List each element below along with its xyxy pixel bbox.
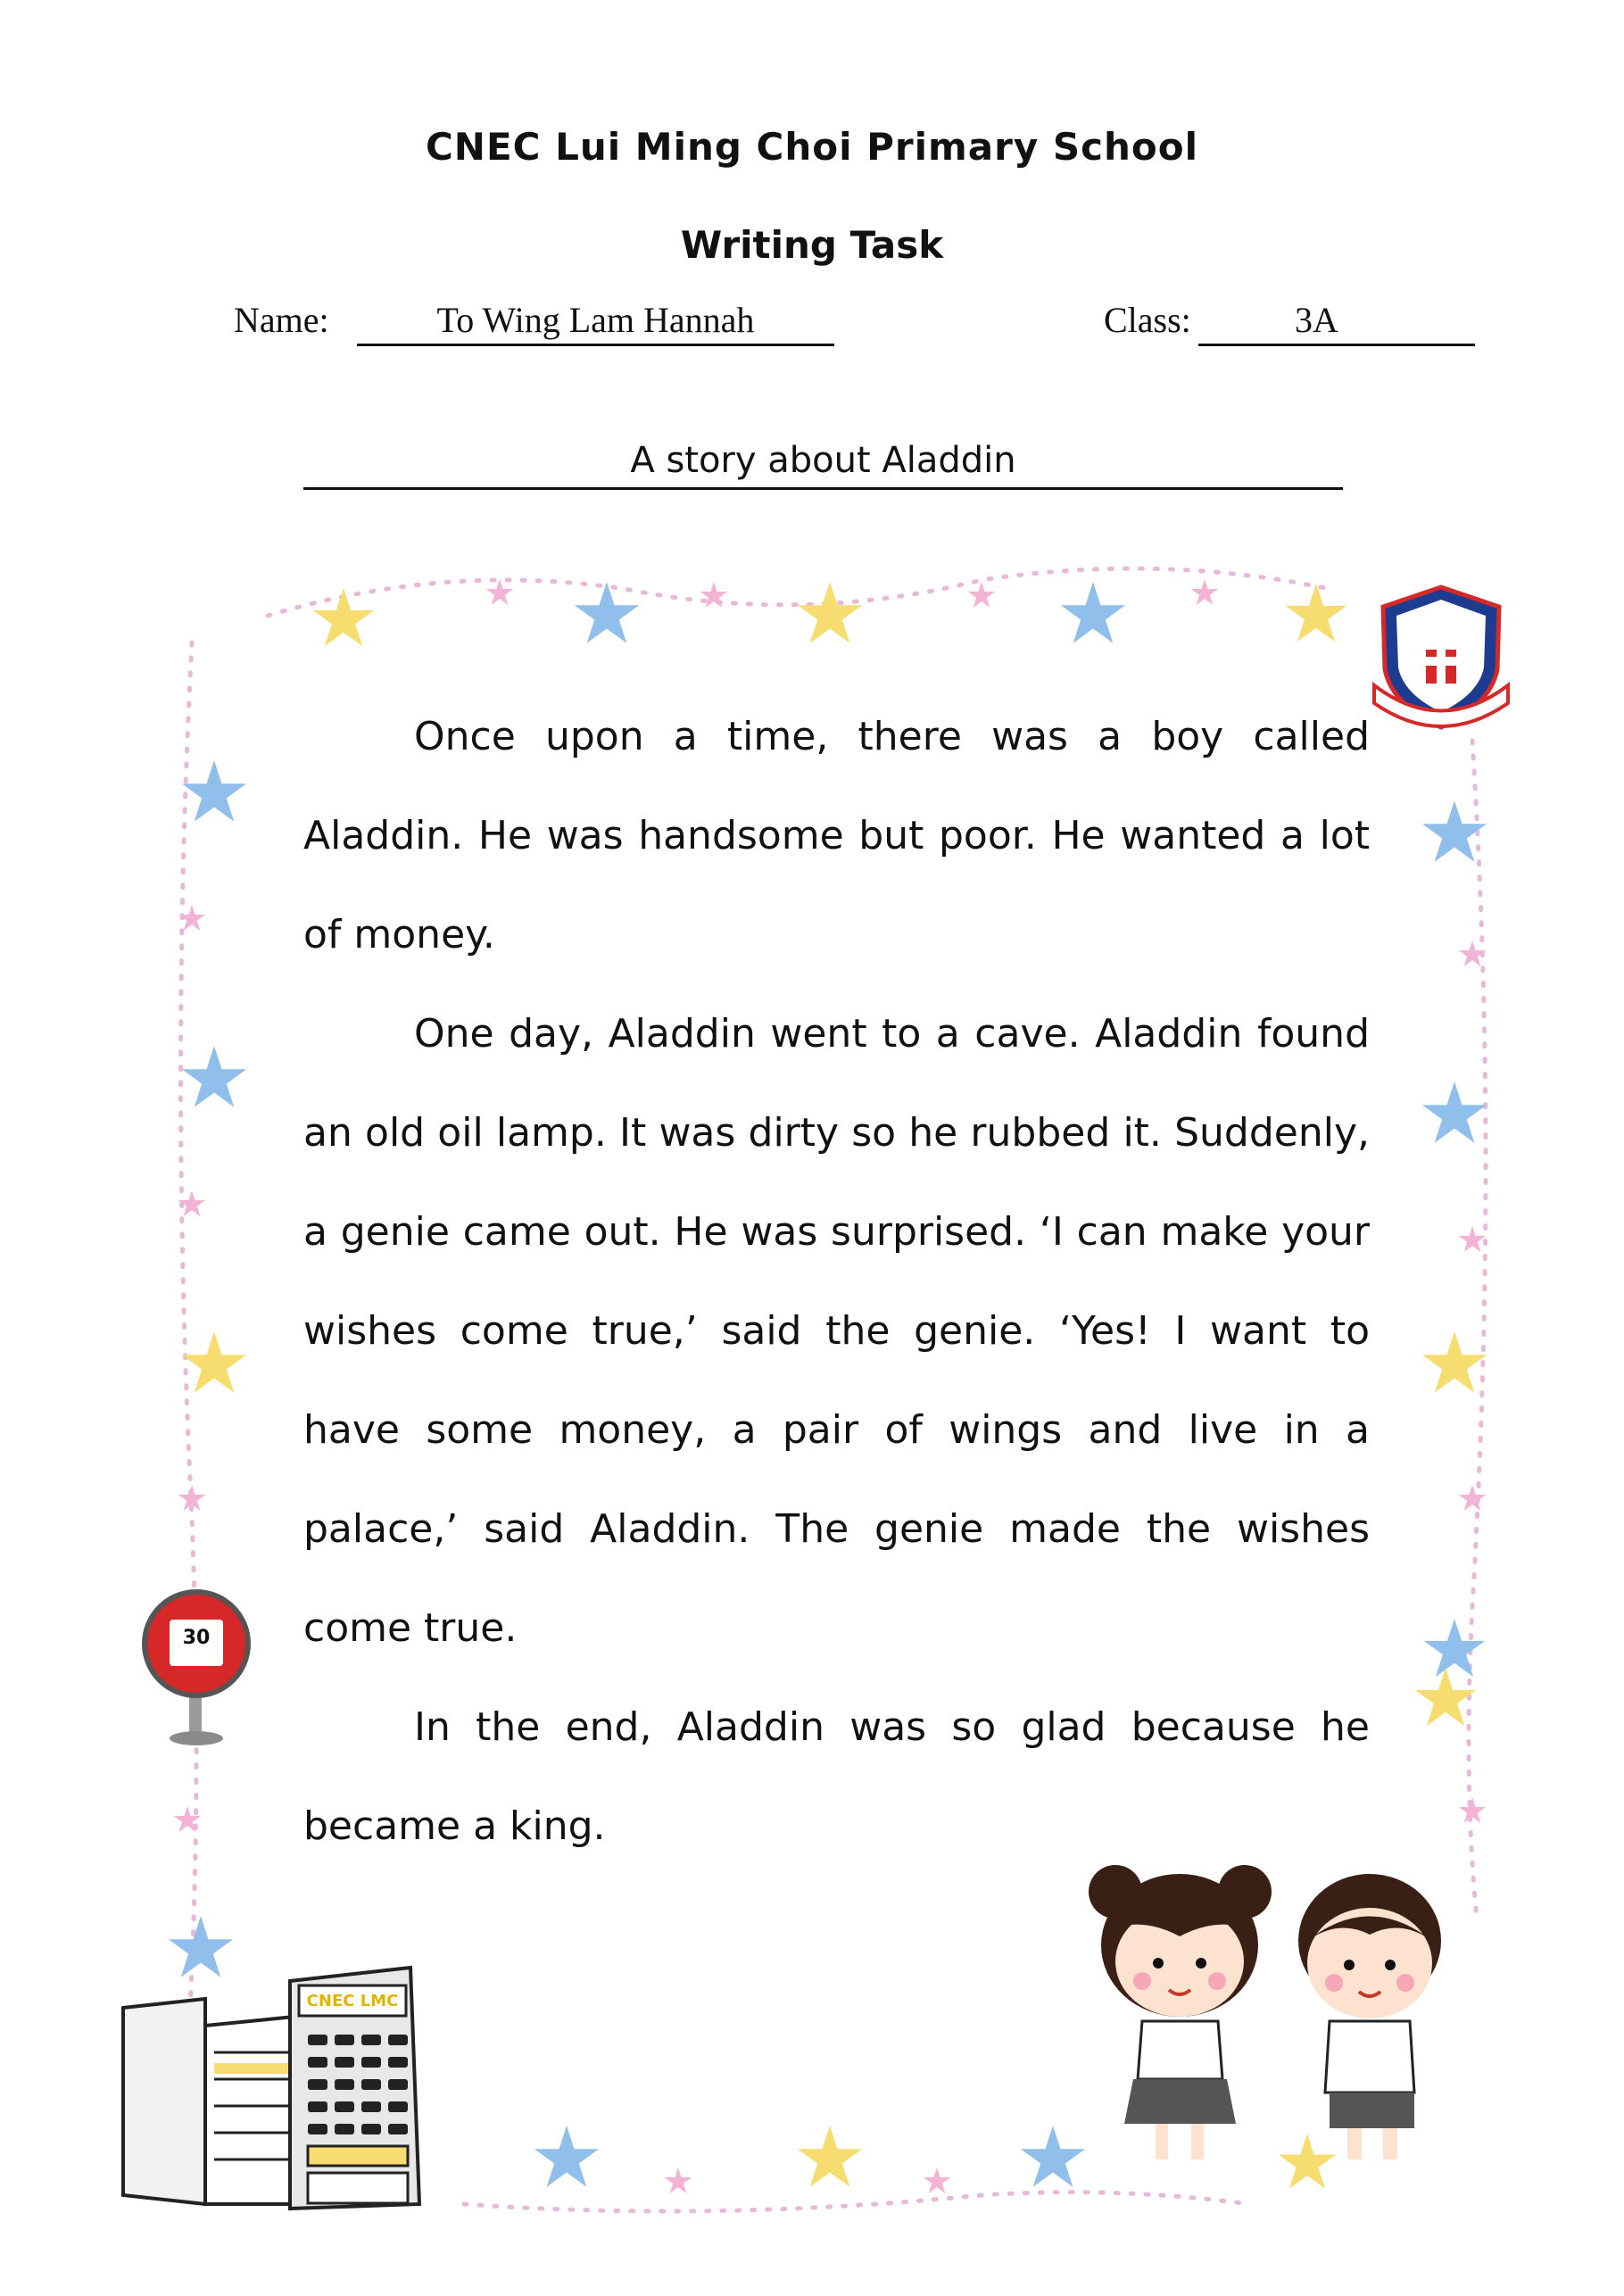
star-icon bbox=[313, 588, 374, 646]
star-icon bbox=[798, 2126, 862, 2187]
name-label: Name: bbox=[234, 300, 329, 340]
task-title: Writing Task bbox=[680, 223, 944, 267]
star-icon bbox=[182, 1331, 246, 1393]
school-crest-icon bbox=[1365, 580, 1517, 741]
story-paragraph-3: In the end, Aladdin was so glad because he became a king. bbox=[303, 1704, 1370, 1849]
star-icon bbox=[924, 2168, 950, 2193]
story-title: A story about Aladdin bbox=[303, 437, 1343, 490]
students-illustration-icon bbox=[1080, 1856, 1481, 2177]
building-sign: CNEC LMC bbox=[306, 1992, 399, 2010]
star-icon bbox=[1422, 1331, 1487, 1393]
bus-stop-sign-icon bbox=[134, 1588, 259, 1749]
star-icon bbox=[665, 2168, 692, 2193]
star-icon bbox=[182, 760, 246, 822]
star-icon bbox=[1415, 1668, 1476, 1726]
star-icon bbox=[486, 579, 513, 605]
class-value: 3A bbox=[1198, 299, 1475, 346]
star-icon bbox=[1286, 584, 1346, 642]
star-icon bbox=[798, 582, 862, 643]
bus-route-number: 30 bbox=[182, 1627, 211, 1649]
school-title: CNEC Lui Ming Choi Primary School bbox=[425, 125, 1199, 169]
star-icon bbox=[1191, 579, 1218, 605]
school-building-icon bbox=[116, 1963, 464, 2222]
story-body bbox=[303, 687, 1370, 1876]
star-icon bbox=[968, 582, 995, 608]
star-icon bbox=[700, 582, 727, 608]
star-icon bbox=[1021, 2126, 1085, 2187]
star-icon bbox=[182, 1046, 246, 1107]
star-icon bbox=[1061, 582, 1125, 643]
star-icon bbox=[534, 2126, 599, 2187]
star-icon bbox=[1424, 1619, 1485, 1677]
star-icon bbox=[1459, 1226, 1486, 1252]
star-icon bbox=[1459, 1485, 1486, 1511]
story-paragraph-1: Once upon a time, there was a boy called Aladdin. He was handsome but poor. He wanted a lot of money. bbox=[303, 714, 1370, 957]
class-label: Class: bbox=[1104, 300, 1191, 340]
name-value: To Wing Lam Hannah bbox=[357, 299, 834, 346]
star-icon bbox=[1422, 1082, 1487, 1143]
story-paragraph-2: One day, Aladdin went to a cave. Aladdin found an old oil lamp. It was dirty so he rubbed it. Suddenly, a genie came out. He was surprised. ‘I can make your wishes come true,’ said the genie. ‘Yes! I want to have some money, a pair of wings and live in a palace,’ said Aladdin. The genie made the wishes come true. bbox=[303, 1011, 1370, 1651]
